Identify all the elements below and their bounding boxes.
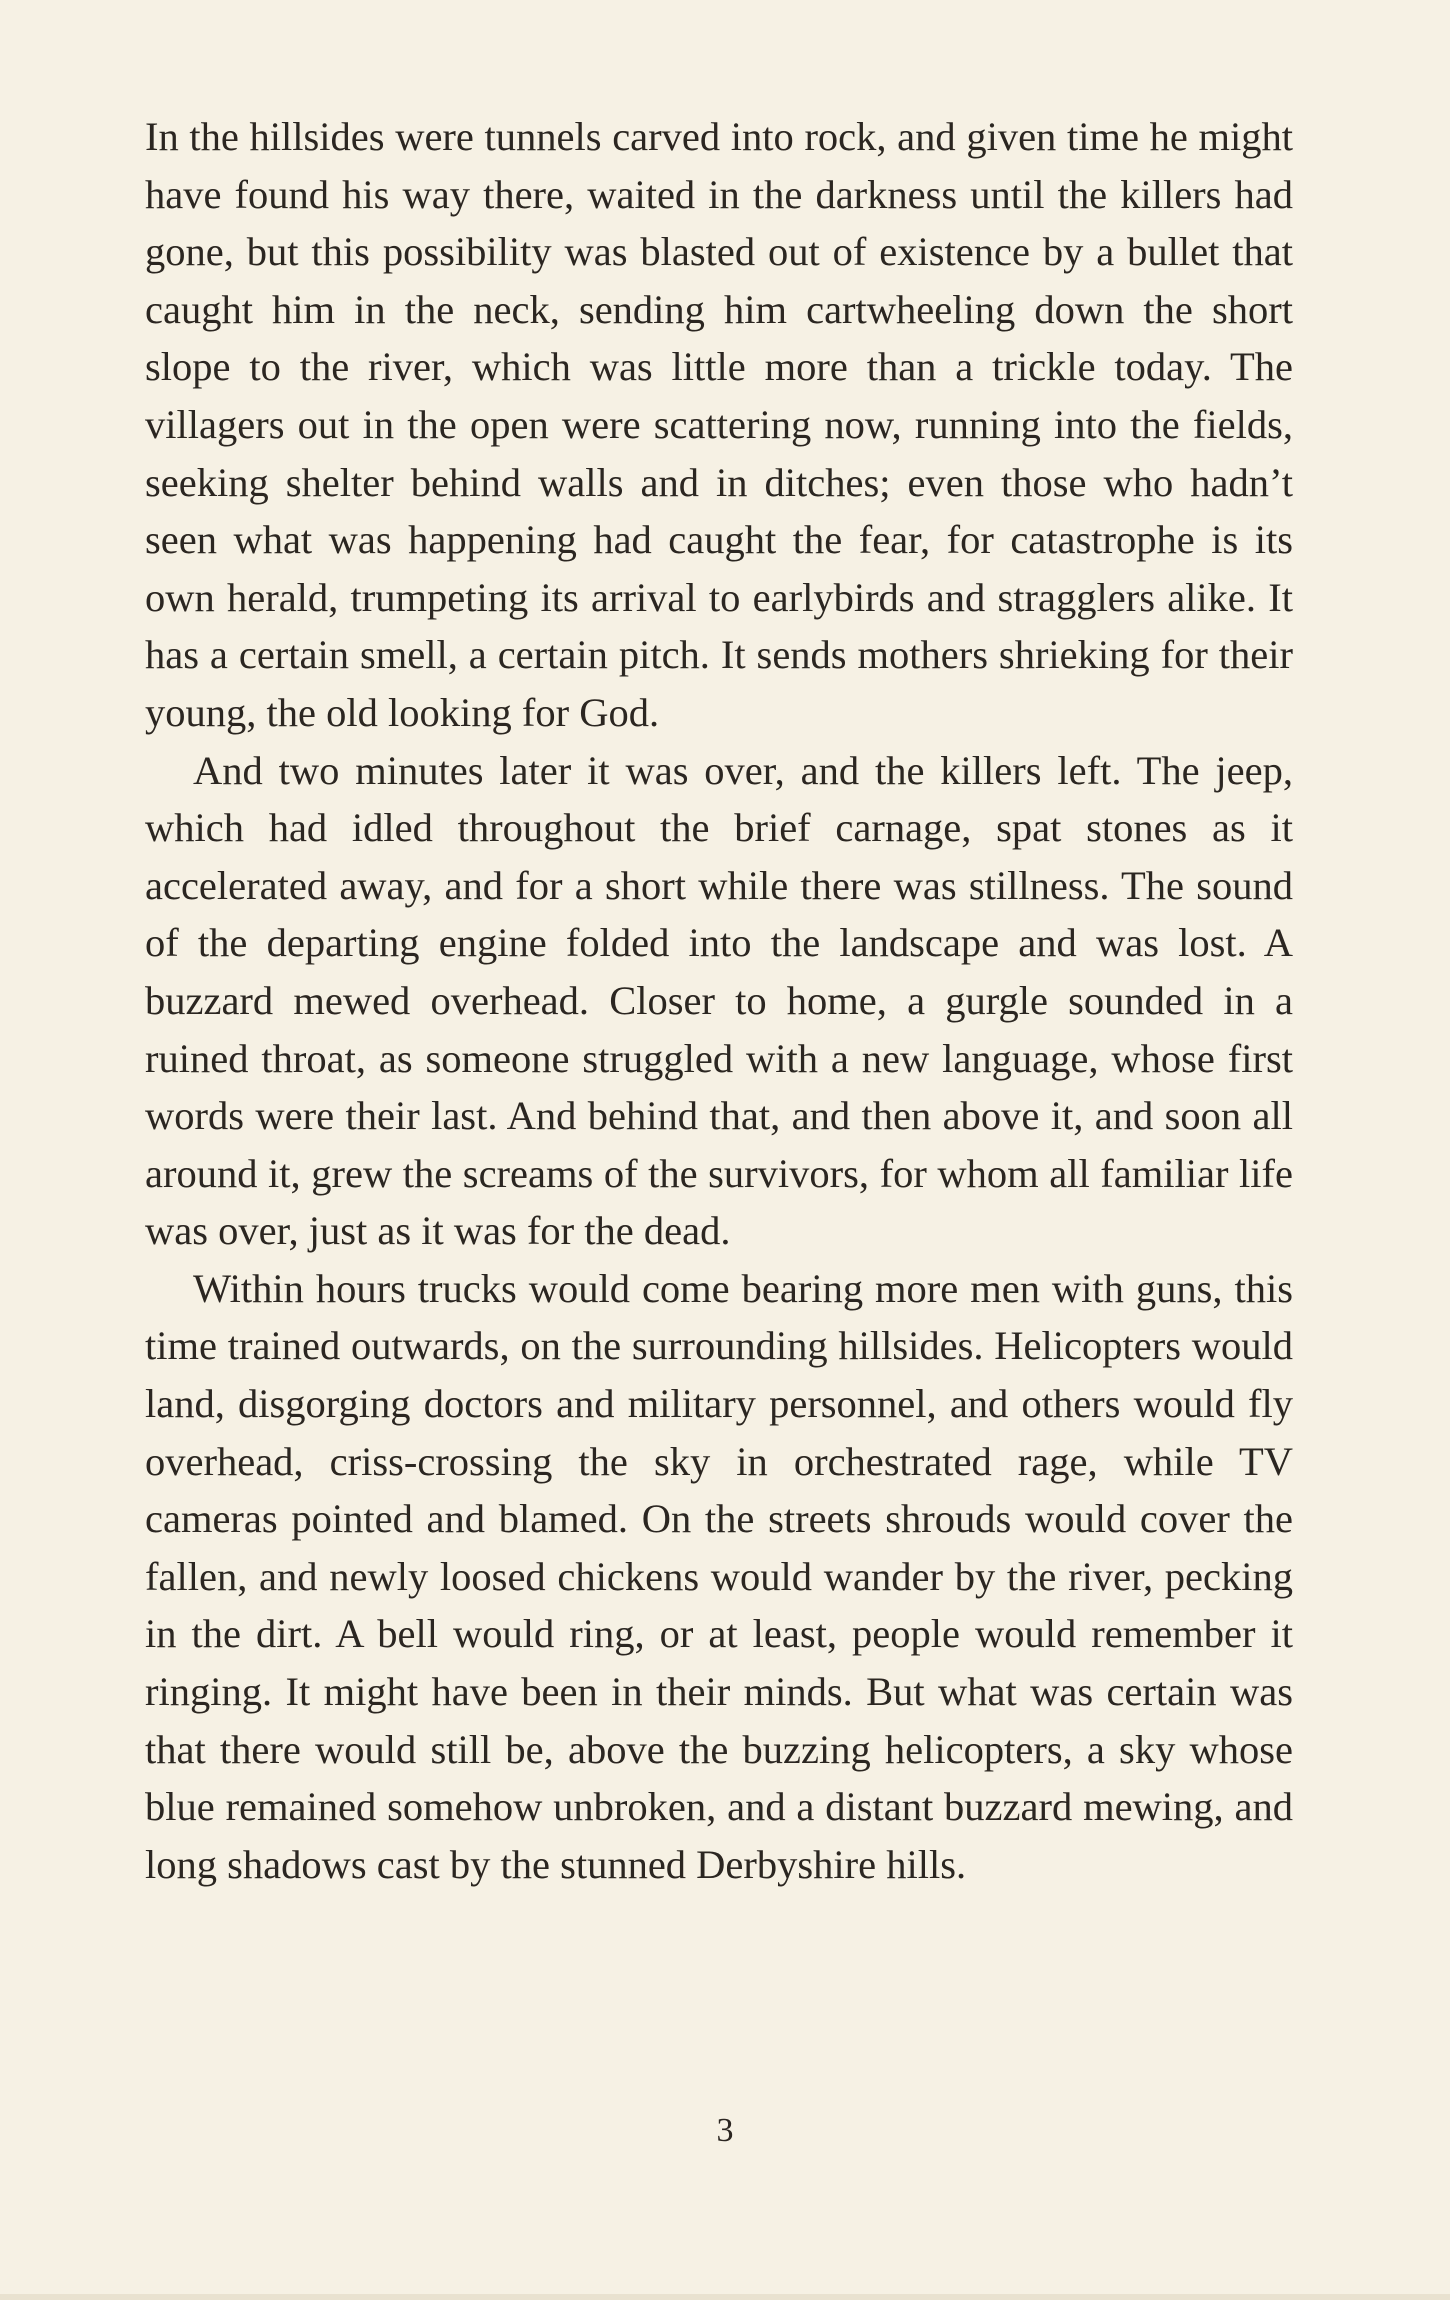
page-bottom-edge bbox=[0, 2294, 1450, 2300]
paragraph-2: And two minutes later it was over, and the killers left. The jeep, which had idled throughout the brief carnage, spat stones as it accelerated away, and for a short while there was stillness. The sound of the departing engine folded into the landscape and was lost. A buzzard mewed overhead. Closer to home, a gurgle sounded in a ruined throat, as someone struggled with a new language, whose first words were their last. And behind that, and then above it, and soon all around it, grew the screams of the survivors, for whom all familiar life was over, just as it was for the dead. bbox=[145, 747, 1293, 1254]
paragraph-3: Within hours trucks would come bearing more men with guns, this time trained outwards, on the surrounding hillsides. Helicopters would land, disgorging doctors and military personnel, and others would fly overhead, criss-crossing the sky in orchestrated rage, while TV cameras pointed and blamed. On the streets shrouds would cover the fallen, and newly loosed chickens would wander by the river, pecking in the dirt. A bell would ring, or at least, people would remember it ringing. It might have been in their minds. But what was certain was that there would still be, above the buzzing helicopters, a sky whose blue remained somehow unbroken, and a distant buzzard mewing, and long shadows cast by the stunned Derbyshire hills. bbox=[145, 1265, 1293, 1887]
paragraph-1: In the hillsides were tunnels carved into rock, and given time he might have found his way there, waited in the darkness until the killers had gone, but this possibility was blasted out of existence by a bullet that caught him in the neck, sending him cartwheeling down the short slope to the river, which was little more than a trickle today. The villagers out in the open were scattering now, running into the fields, seeking shelter behind walls and in ditches; even those who hadn’t seen what was happening had caught the fear, for catastrophe is its own herald, trumpeting its arrival to earlybirds and stragglers alike. It has a certain smell, a certain pitch. It sends mothers shrieking for their young, the old looking for God. bbox=[145, 114, 1293, 735]
page-number: 3 bbox=[716, 2112, 734, 2149]
body-text bbox=[145, 108, 1293, 1893]
